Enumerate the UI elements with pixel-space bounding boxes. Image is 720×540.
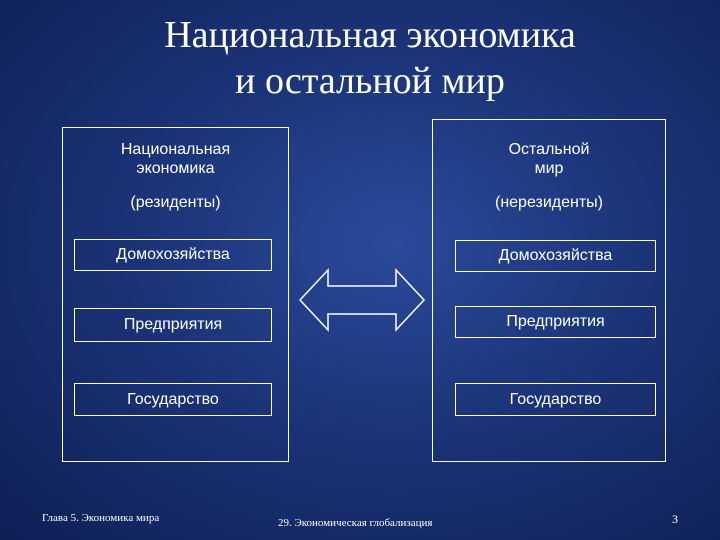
rest-of-world-heading-line-1: Остальной — [508, 141, 590, 158]
right-enterprises-box: Предприятия — [455, 306, 656, 338]
slide-title — [60, 12, 680, 104]
nonresidents-label: (нерезиденты) — [494, 194, 603, 211]
title-line-2: и остальной мир — [235, 60, 505, 102]
rest-of-world-heading — [432, 140, 666, 178]
double-arrow-icon — [298, 268, 426, 332]
national-economy-heading-line-1: Национальная — [120, 141, 231, 158]
footer-chapter: Глава 5. Экономика мира — [42, 512, 160, 524]
rest-of-world-heading-line-2: мир — [534, 160, 564, 177]
footer-section: 29. Экономическая глобализация — [278, 517, 433, 529]
title-line-1: Национальная экономика — [164, 14, 576, 56]
national-economy-heading — [62, 140, 289, 178]
left-enterprises-box: Предприятия — [74, 308, 272, 342]
national-economy-heading-line-2: экономика — [136, 160, 215, 177]
right-government-box: Государство — [455, 383, 656, 416]
residents-label: (резиденты) — [130, 194, 221, 211]
left-households-box: Домохозяйства — [74, 239, 272, 271]
left-government-box: Государство — [74, 383, 272, 416]
page-number: 3 — [672, 512, 678, 526]
right-households-box: Домохозяйства — [455, 240, 656, 272]
